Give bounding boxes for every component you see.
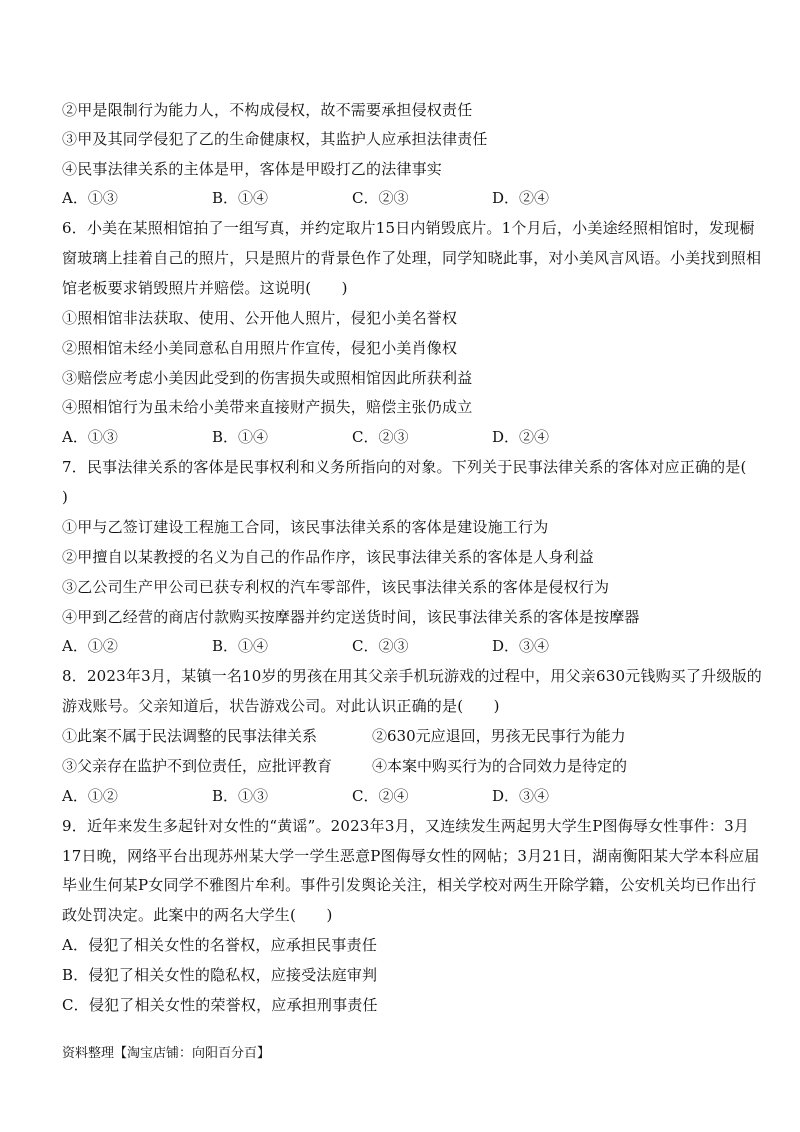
q7-statement-3: ③乙公司生产甲公司已获专利权的汽车零部件，该民事法律关系的客体是侵权行为 bbox=[62, 578, 610, 596]
q7-statement-2: ②甲擅自以某教授的名义为自己的作品作序，该民事法律关系的客体是人身利益 bbox=[62, 548, 595, 566]
q6-option-d: D．②④ bbox=[492, 428, 550, 446]
q8-stem-line-1: 8．2023年3月，某镇一名10岁的男孩在用其父亲手机玩游戏的过程中，用父亲630元钱购买了升级版的 bbox=[62, 667, 762, 685]
q8-option-a: A．①② bbox=[62, 787, 118, 805]
q6-options bbox=[62, 427, 742, 447]
q7-stem-line-2: ) bbox=[62, 488, 69, 506]
q6-option-a: A．①③ bbox=[62, 428, 118, 446]
q5-option-c: C．②③ bbox=[352, 189, 409, 207]
q9-stem-line-2: 17日晚，网络平台出现苏州某大学一学生恶意P图侮辱女性的网帖；3月21日，湖南衡阳某大学本科应届 bbox=[62, 847, 760, 865]
q6-option-c: C．②③ bbox=[352, 428, 409, 446]
q7-statement-1: ①甲与乙签订建设工程施工合同，该民事法律关系的客体是建设施工行为 bbox=[62, 518, 549, 536]
q6-stem-line-3: 馆老板要求销毁照片并赔偿。这说明( ) bbox=[62, 279, 348, 297]
q8-statements-row-1 bbox=[62, 726, 742, 746]
q6-option-b: B．①④ bbox=[212, 428, 269, 446]
q6-stem-line-2: 窗玻璃上挂着自己的照片，只是照片的背景色作了处理，同学知晓此事，对小美风言风语。小美找到照相 bbox=[62, 249, 762, 267]
q8-option-b: B．①③ bbox=[212, 787, 269, 805]
q7-option-d: D．③④ bbox=[492, 637, 550, 655]
q8-statement-4: ④本案中购买行为的合同效力是待定的 bbox=[372, 757, 628, 775]
q6-statement-4: ④照相馆行为虽未给小美带来直接财产损失，赔偿主张仍成立 bbox=[62, 398, 473, 416]
q7-option-c: C．②③ bbox=[352, 637, 409, 655]
q5-option-a: A．①③ bbox=[62, 189, 118, 207]
q5-statement-4: ④民事法律关系的主体是甲，客体是甲殴打乙的法律事实 bbox=[62, 160, 443, 178]
q8-statement-2: ②630元应退回，男孩无民事行为能力 bbox=[372, 727, 626, 745]
q8-option-d: D．③④ bbox=[492, 787, 550, 805]
q8-statements-row-2 bbox=[62, 756, 742, 776]
q6-stem-line-1: 6．小美在某照相馆拍了一组写真，并约定取片15日内销毁底片。1个月后，小美途经照相馆时，发现橱 bbox=[62, 219, 755, 237]
q5-option-d: D．②④ bbox=[492, 189, 550, 207]
q9-option-b: B．侵犯了相关女性的隐私权，应接受法庭审判 bbox=[62, 966, 378, 984]
q8-option-c: C．②④ bbox=[352, 787, 409, 805]
q5-option-b: B．①④ bbox=[212, 189, 269, 207]
q9-option-a: A．侵犯了相关女性的名誉权，应承担民事责任 bbox=[62, 936, 378, 954]
q8-statement-3: ③父亲存在监护不到位责任，应批评教育 bbox=[62, 757, 333, 775]
q5-options bbox=[62, 188, 742, 208]
q9-stem-line-1: 9．近年来发生多起针对女性的“黄谣”。2023年3月，又连续发生两起男大学生P图侮辱女性事件：3月 bbox=[62, 817, 750, 835]
q7-option-b: B．①④ bbox=[212, 637, 269, 655]
footer-source-note: 资料整理【淘宝店铺：向阳百分百】 bbox=[62, 1046, 271, 1061]
q6-statement-2: ②照相馆未经小美同意私自用照片作宣传，侵犯小美肖像权 bbox=[62, 339, 458, 357]
q8-statement-1: ①此案不属于民法调整的民事法律关系 bbox=[62, 727, 318, 745]
q9-stem-line-3: 毕业生何某P女同学不雅图片牟利。事件引发舆论关注，相关学校对两生开除学籍，公安机关均已作出行 bbox=[62, 876, 757, 894]
q6-statement-3: ③赔偿应考虑小美因此受到的伤害损失或照相馆因此所获利益 bbox=[62, 369, 473, 387]
q7-statement-4: ④甲到乙经营的商店付款购买按摩器并约定送货时间，该民事法律关系的客体是按摩器 bbox=[62, 608, 640, 626]
q7-stem-line-1: 7．民事法律关系的客体是民事权利和义务所指向的对象。下列关于民事法律关系的客体对应正确的是( bbox=[62, 458, 747, 476]
q8-stem-line-2: 游戏账号。父亲知道后，状告游戏公司。对此认识正确的是( ) bbox=[62, 697, 500, 715]
q8-options bbox=[62, 786, 742, 806]
q5-statement-3: ③甲及其同学侵犯了乙的生命健康权，其监护人应承担法律责任 bbox=[62, 130, 488, 148]
q6-statement-1: ①照相馆非法获取、使用、公开他人照片，侵犯小美名誉权 bbox=[62, 309, 458, 327]
q7-options bbox=[62, 636, 742, 656]
q9-option-c: C．侵犯了相关女性的荣誉权，应承担刑事责任 bbox=[62, 996, 378, 1014]
q9-stem-line-4: 政处罚决定。此案中的两名大学生( ) bbox=[62, 906, 333, 924]
q5-statement-2: ②甲是限制行为能力人，不构成侵权，故不需要承担侵权责任 bbox=[62, 101, 473, 119]
q7-option-a: A．①② bbox=[62, 637, 118, 655]
